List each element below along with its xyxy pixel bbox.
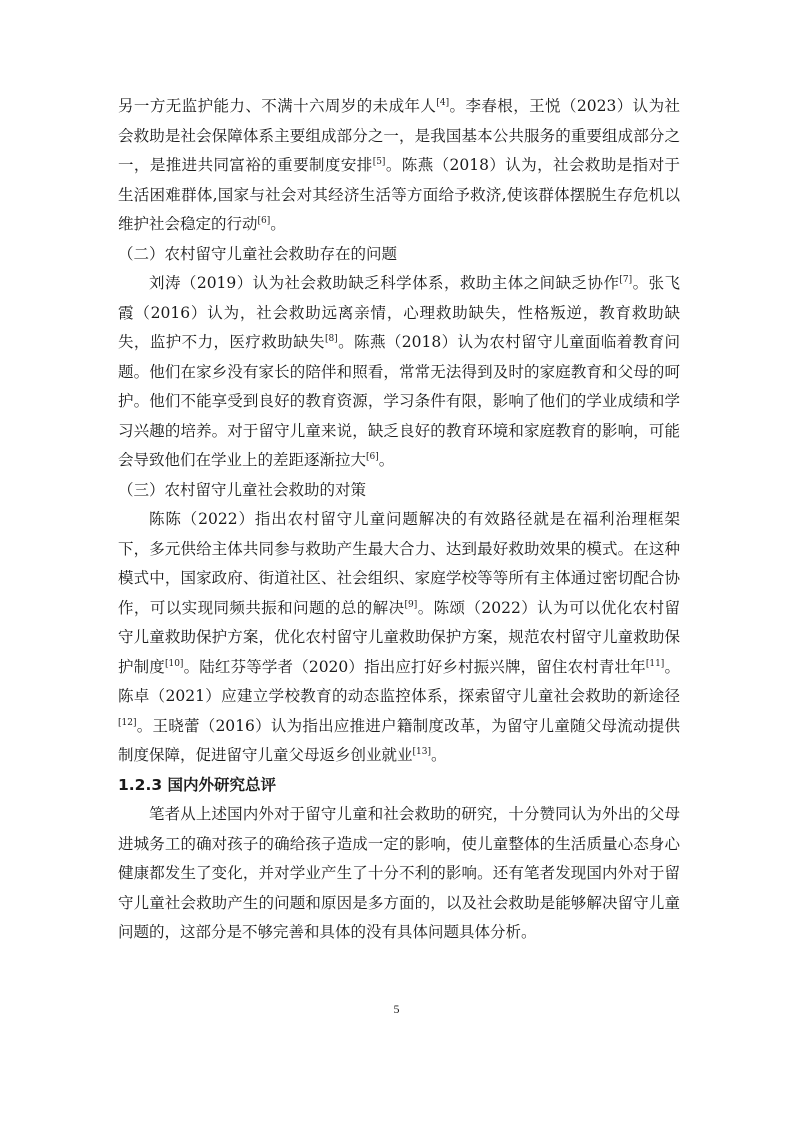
document-body xyxy=(118,92,680,948)
paragraph-problems xyxy=(118,269,680,476)
text-run: 。王晓蕾（2016）认为指出应推进户籍制度改革，为留守儿童随父母流动提供制度保障，促进留守儿童父母返乡创业就业 xyxy=(118,716,680,764)
paragraph-definitions xyxy=(118,92,680,240)
citation-ref: [10] xyxy=(164,658,184,669)
text-run: 。陈卓（2021）应建立学校教育的动态监控体系，探索留守儿童社会救助的新途径 xyxy=(118,657,680,705)
text-run: 。 xyxy=(431,746,447,764)
text-run: 刘涛（2019）认为社会救助缺乏科学体系，救助主体之间缺乏协作 xyxy=(149,274,620,292)
citation-ref: [6] xyxy=(366,451,379,462)
citation-ref: [6] xyxy=(257,215,271,226)
citation-ref: [5] xyxy=(372,156,386,167)
text-run: 陈陈（2022）指出农村留守儿童问题解决的有效路径就是在福利治理框架下，多元供给主体共同参与救助产生最大合力、达到最好救助效果的模式。在这种模式中，国家政府、街道社区、社会组织、家庭学校等等所有主体通过密切配合协作，可以实现同频共振和问题的总的解决 xyxy=(118,510,680,617)
text-run: 。李春根，王悦（2023）认为社会救助是社会保障体系主要组成部分之一，是我国基本公共服务的重要组成部分之一，是推进共同富裕的重要制度安排 xyxy=(118,97,680,174)
text-run: 。陆红芬等学者（2020）指出应打好乡村振兴牌，留住农村青壮年 xyxy=(183,657,646,676)
citation-ref: [4] xyxy=(436,97,450,108)
citation-ref: [11] xyxy=(645,658,665,669)
text-run: 。张飞霞（2016）认为，社会救助远离亲情，心理救助缺失，性格叛逆，教育救助缺失，监护不力，医疗救助缺失 xyxy=(118,274,680,351)
text-run: 。陈颂（2022）认为可以优化农村留守儿童救助保护方案，优化农村留守儿童救助保护方案，规范农村留守儿童救助保护制度 xyxy=(118,598,680,676)
section-heading-countermeasures: （三）农村留守儿童社会救助的对策 xyxy=(118,480,367,499)
citation-ref: [7] xyxy=(619,274,633,285)
subsection-heading-review: 1.2.3 国内外研究总评 xyxy=(118,775,277,794)
text-run: 另一方无监护能力、不满十六周岁的未成年人 xyxy=(118,97,437,115)
paragraph-review: 笔者从上述国内外对于留守儿童和社会救助的研究，十分赞同认为外出的父母进城务工的确对孩子的确给孩子造成一定的影响，使儿童整体的生活质量心态身心健康都发生了变化，并对学业产生了十分不利的影响。还有笔者发现国内外对于留守儿童社会救助产生的问题和原因是多方面的，以及社会救助是能够解决留守儿童问题的，这部分是不够完善和具体的没有具体问题具体分析。 xyxy=(118,805,680,941)
section-heading-problems: （二）农村留守儿童社会救助存在的问题 xyxy=(118,244,398,263)
citation-ref: [8] xyxy=(324,333,338,344)
citation-ref: [12] xyxy=(118,717,137,728)
text-run: 。陈燕（2018）认为农村留守儿童面临着教育问题。他们在家乡没有家长的陪伴和照看，常常无法得到及时的家庭教育和父母的呵护。他们不能享受到良好的教育资源，学习条件有限，影响了他们的学业成绩和学习兴趣的培养。对于留守儿童来说，缺乏良好的教育环境和家庭教育的影响，可能会导致他们在学业上的差距逐渐拉大 xyxy=(118,333,680,469)
citation-ref: [9] xyxy=(404,599,418,610)
page-number: 5 xyxy=(393,1002,400,1016)
text-run: 。陈燕（2018）认为，社会救助是指对于生活困难群体,国家与社会对其经济生活等方面给予救济,使该群体摆脱生存危机以维护社会稳定的行动 xyxy=(118,156,680,233)
text-run: 。 xyxy=(270,215,286,233)
citation-ref: [13] xyxy=(412,746,431,757)
text-run: 。 xyxy=(378,451,395,469)
paragraph-countermeasures xyxy=(118,505,680,771)
